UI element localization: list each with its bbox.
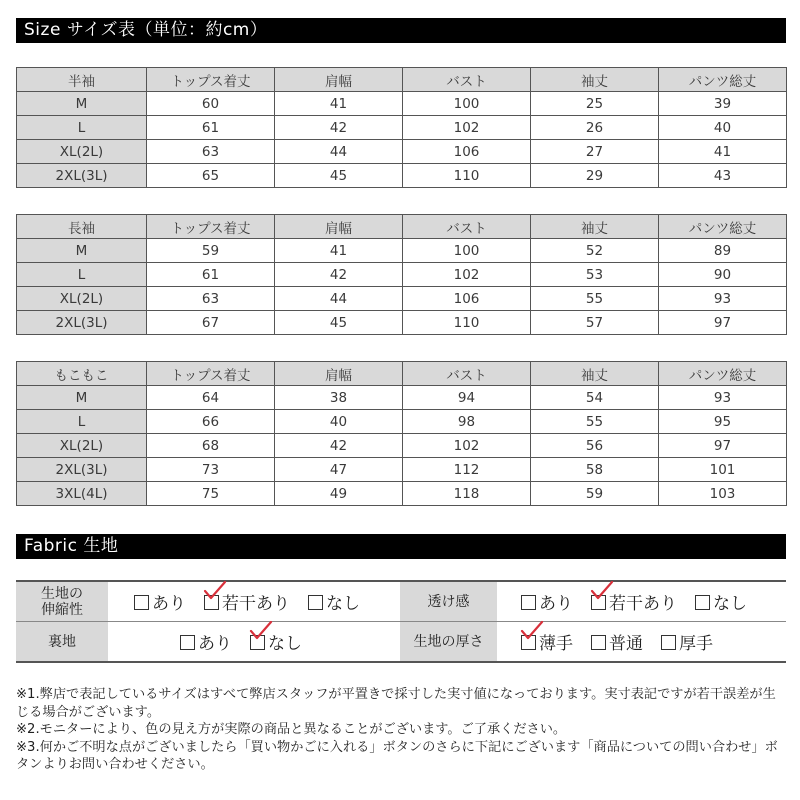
column-header: バスト (403, 68, 531, 92)
checkbox-icon (591, 635, 606, 650)
size-table-fluffy (16, 361, 787, 506)
measurement-cell: 94 (403, 386, 531, 410)
measurement-cell: 73 (147, 458, 275, 482)
table-row (17, 311, 787, 335)
notes-block (16, 686, 788, 774)
measurement-cell: 101 (659, 458, 787, 482)
measurement-cell: 25 (531, 92, 659, 116)
column-header: トップス着丈 (147, 215, 275, 239)
checkbox-icon (204, 595, 219, 610)
column-header: トップス着丈 (147, 362, 275, 386)
measurement-cell: 61 (147, 263, 275, 287)
measurement-cell: 100 (403, 92, 531, 116)
size-table-name: もこもこ (17, 362, 147, 386)
fabric-option-label: なし (713, 594, 747, 614)
measurement-cell: 63 (147, 287, 275, 311)
fabric-option-label: あり (198, 634, 232, 654)
size-label: 3XL(4L) (17, 482, 147, 506)
table-row (17, 164, 787, 188)
measurement-cell: 61 (147, 116, 275, 140)
size-table-name: 半袖 (17, 68, 147, 92)
fabric-transparency-label: 透け感 (400, 581, 497, 622)
size-label: XL(2L) (17, 140, 147, 164)
note-3: ※3.何かご不明な点がございましたら「買い物かごに入れる」ボタンのさらに下記にございます「商品についての問い合わせ」ボタンよりお問い合わせください。 (16, 739, 778, 772)
column-header: パンツ総丈 (659, 362, 787, 386)
checkbox-icon (591, 595, 606, 610)
measurement-cell: 110 (403, 311, 531, 335)
fabric-option-label: あり (152, 594, 186, 614)
checkbox-icon (661, 635, 676, 650)
measurement-cell: 55 (531, 287, 659, 311)
checkbox-icon (521, 635, 536, 650)
fabric-thickness-label: 生地の厚さ (400, 622, 497, 663)
fabric-option-label: 厚手 (679, 634, 713, 654)
measurement-cell: 44 (275, 140, 403, 164)
measurement-cell: 64 (147, 386, 275, 410)
checkbox-icon (180, 635, 195, 650)
measurement-cell: 45 (275, 164, 403, 188)
size-label: 2XL(3L) (17, 164, 147, 188)
size-table-header-row (17, 68, 787, 92)
measurement-cell: 75 (147, 482, 275, 506)
fabric-option (308, 589, 360, 614)
measurement-cell: 53 (531, 263, 659, 287)
table-row (17, 434, 787, 458)
measurement-cell: 42 (275, 434, 403, 458)
column-header: 袖丈 (531, 68, 659, 92)
checkbox-icon (308, 595, 323, 610)
size-label: 2XL(3L) (17, 311, 147, 335)
measurement-cell: 97 (659, 434, 787, 458)
size-label: XL(2L) (17, 434, 147, 458)
fabric-option (695, 589, 747, 614)
measurement-cell: 42 (275, 116, 403, 140)
measurement-cell: 60 (147, 92, 275, 116)
size-label: L (17, 263, 147, 287)
measurement-cell: 102 (403, 434, 531, 458)
fabric-lining-options (108, 622, 400, 663)
table-row (17, 386, 787, 410)
measurement-cell: 102 (403, 116, 531, 140)
measurement-cell: 52 (531, 239, 659, 263)
column-header: バスト (403, 362, 531, 386)
table-row (17, 116, 787, 140)
measurement-cell: 44 (275, 287, 403, 311)
measurement-cell: 93 (659, 287, 787, 311)
table-row (17, 458, 787, 482)
measurement-cell: 93 (659, 386, 787, 410)
fabric-option (521, 589, 573, 614)
measurement-cell: 55 (531, 410, 659, 434)
column-header: パンツ総丈 (659, 215, 787, 239)
measurement-cell: 27 (531, 140, 659, 164)
measurement-cell: 95 (659, 410, 787, 434)
measurement-cell: 89 (659, 239, 787, 263)
measurement-cell: 41 (275, 92, 403, 116)
table-row (17, 92, 787, 116)
measurement-cell: 43 (659, 164, 787, 188)
measurement-cell: 66 (147, 410, 275, 434)
fabric-option-label: あり (539, 594, 573, 614)
note-1: ※1.弊店で表記しているサイズはすべて弊店スタッフが平置きで採寸した実寸値になっております。実寸表記ですが若干誤差が生じる場合がございます。 (16, 687, 776, 720)
measurement-cell: 59 (147, 239, 275, 263)
fabric-option (204, 589, 290, 614)
measurement-cell: 47 (275, 458, 403, 482)
column-header: 肩幅 (275, 362, 403, 386)
table-row (17, 410, 787, 434)
fabric-thickness-options (497, 622, 786, 663)
checkbox-icon (250, 635, 265, 650)
size-label: 2XL(3L) (17, 458, 147, 482)
measurement-cell: 118 (403, 482, 531, 506)
measurement-cell: 45 (275, 311, 403, 335)
measurement-cell: 54 (531, 386, 659, 410)
size-label: L (17, 410, 147, 434)
size-table-long-sleeve (16, 214, 787, 335)
note-2: ※2.モニターにより、色の見え方が実際の商品と異なることがございます。ご了承ください。 (16, 722, 567, 737)
table-row (17, 140, 787, 164)
fabric-option (591, 589, 677, 614)
fabric-option-label: 薄手 (539, 634, 573, 654)
fabric-option (134, 589, 186, 614)
measurement-cell: 65 (147, 164, 275, 188)
measurement-cell: 110 (403, 164, 531, 188)
table-row (17, 482, 787, 506)
measurement-cell: 40 (275, 410, 403, 434)
size-table-name: 長袖 (17, 215, 147, 239)
measurement-cell: 38 (275, 386, 403, 410)
measurement-cell: 63 (147, 140, 275, 164)
fabric-option-label: なし (326, 594, 360, 614)
measurement-cell: 56 (531, 434, 659, 458)
size-table-header-row (17, 215, 787, 239)
measurement-cell: 41 (659, 140, 787, 164)
size-label: M (17, 92, 147, 116)
column-header: トップス着丈 (147, 68, 275, 92)
column-header: バスト (403, 215, 531, 239)
measurement-cell: 67 (147, 311, 275, 335)
measurement-cell: 26 (531, 116, 659, 140)
measurement-cell: 106 (403, 287, 531, 311)
fabric-option-label: 若干あり (609, 594, 677, 614)
column-header: 肩幅 (275, 215, 403, 239)
checkbox-icon (521, 595, 536, 610)
measurement-cell: 59 (531, 482, 659, 506)
checkbox-icon (134, 595, 149, 610)
fabric-option (521, 629, 573, 654)
table-row (17, 263, 787, 287)
fabric-table (16, 580, 786, 663)
measurement-cell: 103 (659, 482, 787, 506)
fabric-transparency-options (497, 581, 786, 622)
column-header: 袖丈 (531, 215, 659, 239)
measurement-cell: 97 (659, 311, 787, 335)
fabric-lining-label: 裏地 (16, 622, 108, 663)
measurement-cell: 106 (403, 140, 531, 164)
fabric-stretch-label: 生地の伸縮性 (16, 581, 108, 622)
size-table-header-row (17, 362, 787, 386)
size-section-header: Size サイズ表（単位：約cm） (16, 18, 786, 43)
size-table-short-sleeve (16, 67, 787, 188)
measurement-cell: 90 (659, 263, 787, 287)
fabric-option-label: なし (268, 634, 302, 654)
size-label: L (17, 116, 147, 140)
size-label: M (17, 239, 147, 263)
fabric-section-header: Fabric 生地 (16, 534, 786, 559)
measurement-cell: 42 (275, 263, 403, 287)
fabric-option (661, 629, 713, 654)
column-header: 袖丈 (531, 362, 659, 386)
measurement-cell: 100 (403, 239, 531, 263)
measurement-cell: 102 (403, 263, 531, 287)
measurement-cell: 58 (531, 458, 659, 482)
column-header: パンツ総丈 (659, 68, 787, 92)
measurement-cell: 68 (147, 434, 275, 458)
column-header: 肩幅 (275, 68, 403, 92)
fabric-option (591, 629, 643, 654)
measurement-cell: 57 (531, 311, 659, 335)
fabric-option (180, 629, 232, 654)
fabric-option-label: 若干あり (222, 594, 290, 614)
fabric-stretch-options (108, 581, 400, 622)
fabric-option-label: 普通 (609, 634, 643, 654)
measurement-cell: 98 (403, 410, 531, 434)
table-row (17, 239, 787, 263)
table-row (17, 287, 787, 311)
fabric-option (250, 629, 302, 654)
checkbox-icon (695, 595, 710, 610)
measurement-cell: 29 (531, 164, 659, 188)
measurement-cell: 41 (275, 239, 403, 263)
size-label: XL(2L) (17, 287, 147, 311)
measurement-cell: 49 (275, 482, 403, 506)
measurement-cell: 112 (403, 458, 531, 482)
measurement-cell: 40 (659, 116, 787, 140)
measurement-cell: 39 (659, 92, 787, 116)
size-label: M (17, 386, 147, 410)
